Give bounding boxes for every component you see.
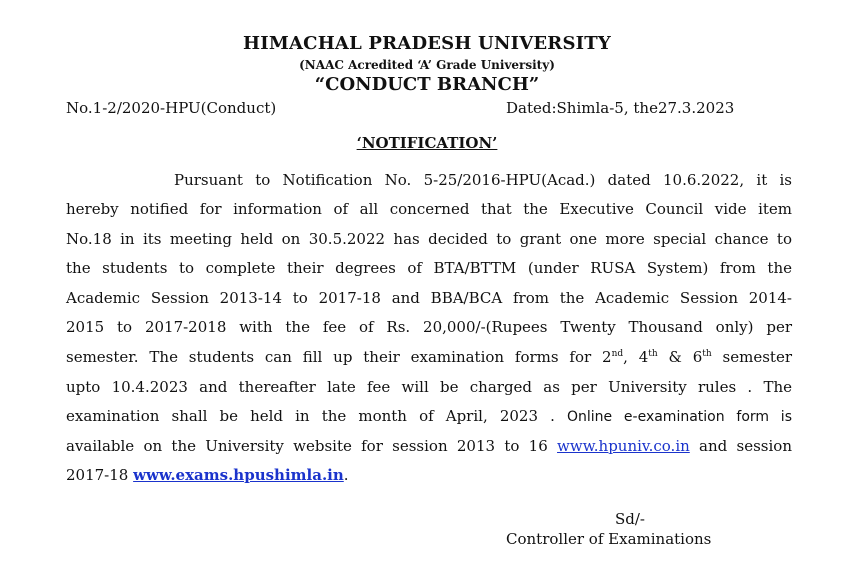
body-line-7-part-a: semester. The students can fill up their examination forms for 2 [66, 348, 612, 366]
reference-date: Dated:Shimla-5, the27.3.2023 [506, 99, 735, 117]
signature-sd: Sd/- [615, 510, 645, 528]
body-line-9 [66, 407, 792, 425]
body-line-7-part-d: semester [711, 348, 792, 366]
accreditation-subtitle: (NAAC Acredited ‘A’ Grade University) [299, 58, 555, 72]
body-line-11-part-b: . [343, 466, 349, 484]
body-line-10 [66, 437, 792, 455]
body-line-7-part-b: , 4 [623, 348, 649, 366]
superscript-th-1: th [648, 349, 658, 359]
body-line-10-part-b: and session [689, 437, 792, 455]
signature-designation: Controller of Examinations [506, 530, 712, 548]
body-line-4: the students to complete their degrees of BTA/BTTM (under RUSA System) from the [66, 259, 792, 277]
superscript-nd: nd [611, 349, 624, 359]
body-line-1: Pursuant to Notification No. 5-25/2016-HPU(Acad.) dated 10.6.2022, it is [174, 171, 792, 189]
notification-heading [0, 134, 854, 152]
body-line-8: upto 10.4.2023 and thereafter late fee will be charged as per University rules . The [66, 378, 792, 396]
hpuniv-website-link[interactable]: www.hpuniv.co.in [557, 437, 690, 455]
branch-title: “CONDUCT BRANCH” [314, 74, 540, 95]
reference-number: No.1-2/2020-HPU(Conduct) [66, 99, 277, 117]
body-line-11-part-a: 2017-18 [66, 466, 134, 484]
body-line-7-part-c: & 6 [657, 348, 703, 366]
body-line-2: hereby notified for information of all concerned that the Executive Council vide item [66, 200, 792, 218]
superscript-th-2: th [702, 349, 712, 359]
exams-website-link[interactable]: www.exams.hpushimla.in [133, 466, 344, 484]
university-title: HIMACHAL PRADESH UNIVERSITY [243, 33, 611, 54]
notification-heading-text: ‘NOTIFICATION’ [356, 134, 498, 152]
body-line-9-part-a: examination shall be held in the month of April, 2023 . [66, 407, 567, 425]
body-line-7 [66, 348, 792, 366]
body-line-3: No.18 in its meeting held on 30.5.2022 has decided to grant one more special chance to [66, 230, 792, 248]
body-line-5: Academic Session 2013-14 to 2017-18 and BBA/BCA from the Academic Session 2014- [66, 289, 792, 307]
body-line-10-part-a: available on the University website for session 2013 to 16 [66, 437, 558, 455]
body-line-9-part-b: Online e-examination form is [566, 409, 792, 425]
body-line-11 [66, 466, 792, 484]
body-line-6: 2015 to 2017-2018 with the fee of Rs. 20,000/-(Rupees Twenty Thousand only) per [66, 318, 792, 336]
